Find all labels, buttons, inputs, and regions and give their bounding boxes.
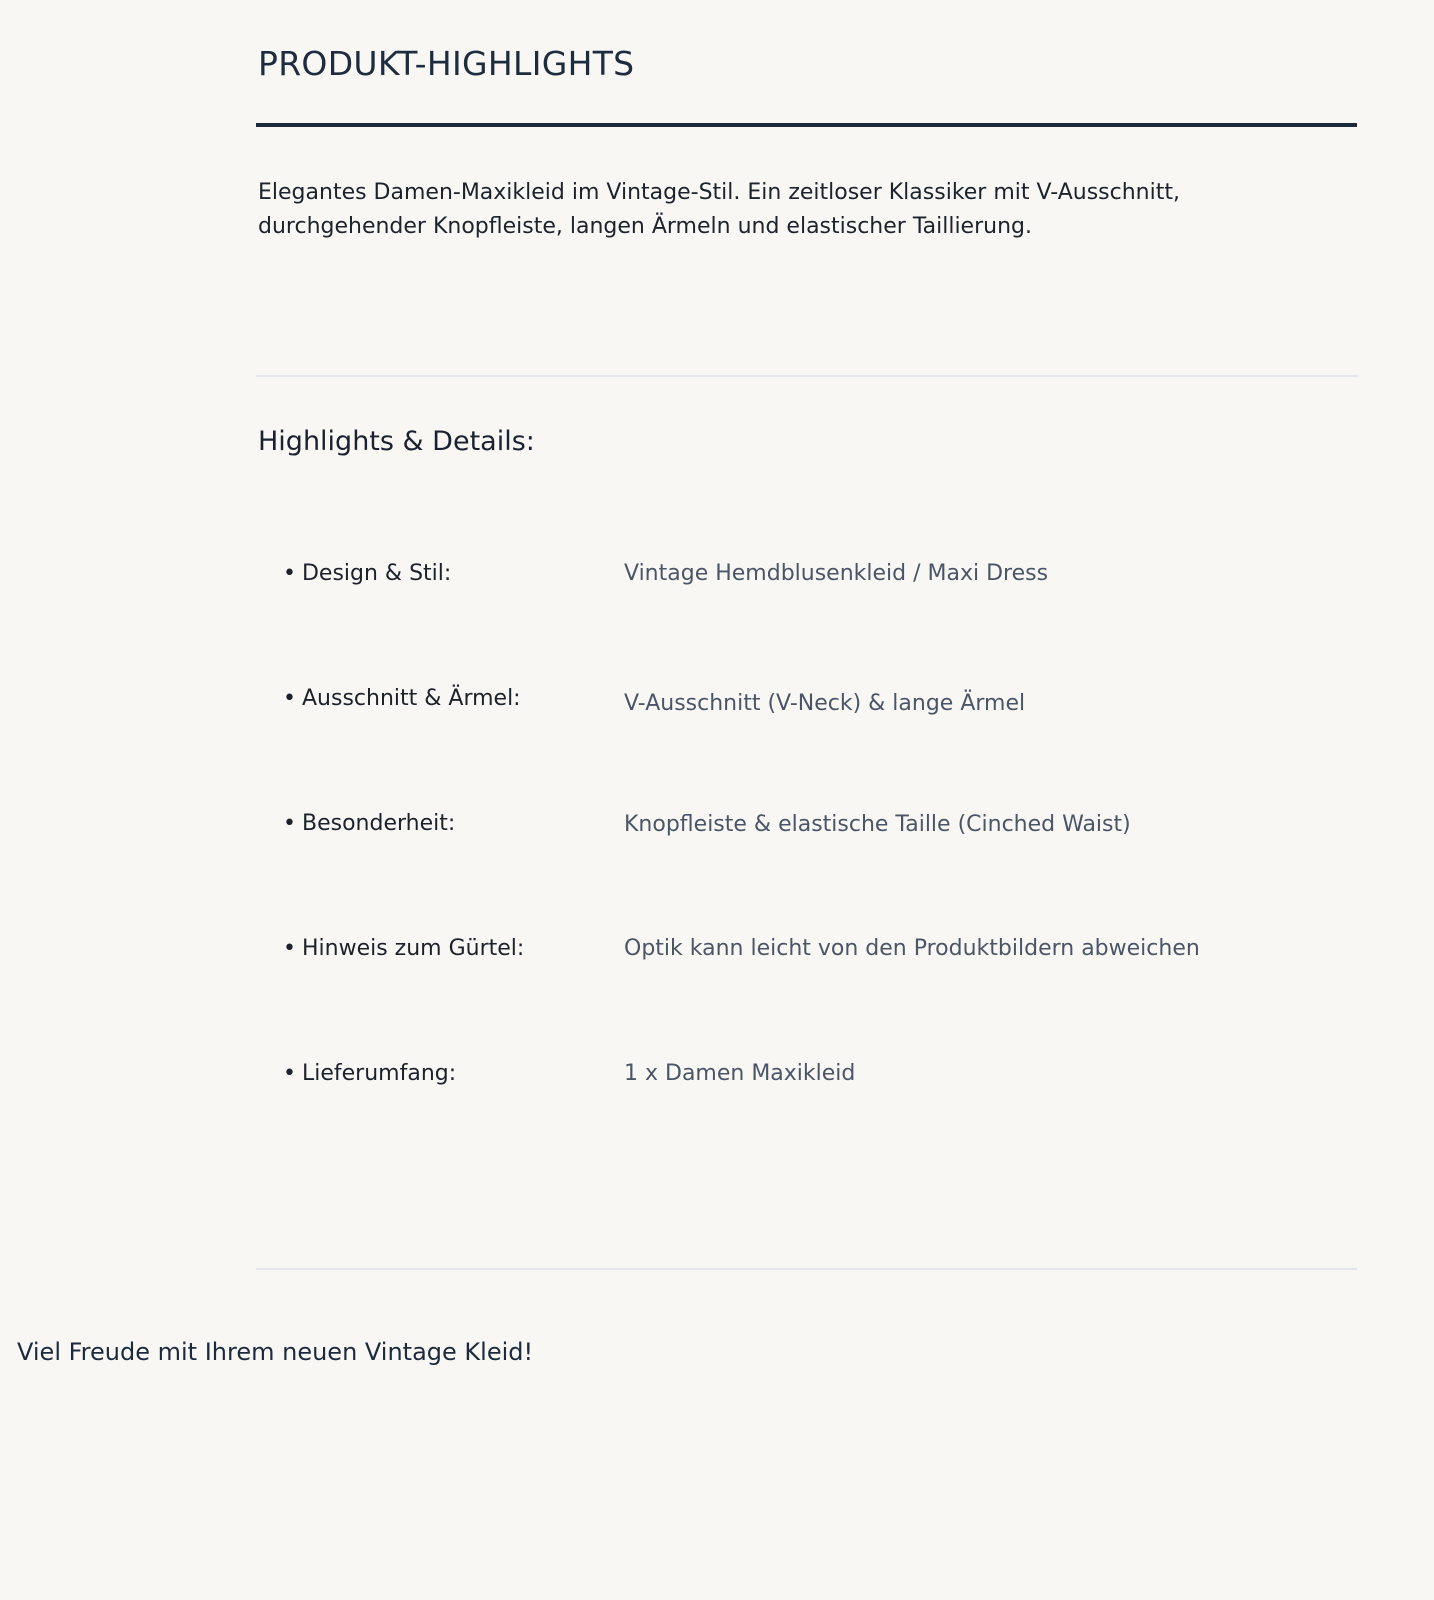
detail-label: • Hinweis zum Gürtel:: [283, 936, 524, 961]
detail-row-contents: [283, 1061, 1333, 1101]
page-title: PRODUKT-HIGHLIGHTS: [258, 44, 635, 83]
detail-row-feature: [283, 811, 1333, 851]
section-divider: [256, 1268, 1357, 1270]
detail-label: • Ausschnitt & Ärmel:: [283, 686, 521, 711]
detail-value: Optik kann leicht von den Produktbildern abweichen: [624, 936, 1200, 961]
detail-label: • Besonderheit:: [283, 811, 455, 836]
detail-label: • Lieferumfang:: [283, 1061, 456, 1086]
detail-value: V-Ausschnitt (V-Neck) & lange Ärmel: [624, 691, 1026, 716]
detail-row-design: [283, 561, 1333, 601]
detail-value: Vintage Hemdblusenkleid / Maxi Dress: [624, 561, 1049, 586]
detail-value: 1 x Damen Maxikleid: [624, 1061, 856, 1086]
detail-row-neckline: [283, 686, 1333, 726]
detail-value: Knopfleiste & elastische Taille (Cinched Waist): [624, 812, 1131, 837]
closing-message: Viel Freude mit Ihrem neuen Vintage Kleid!: [17, 1338, 534, 1366]
details-heading: Highlights & Details:: [258, 426, 535, 457]
detail-row-belt-note: [283, 936, 1333, 976]
section-divider: [256, 375, 1357, 377]
title-underline: [256, 123, 1357, 127]
intro-text: Elegantes Damen-Maxikleid im Vintage-Stil. Ein zeitloser Klassiker mit V-Ausschnitt, durchgehender Knopfleiste, langen Ärmeln und elastischer Taillierung.: [258, 180, 1180, 239]
detail-label: • Design & Stil:: [283, 561, 451, 586]
